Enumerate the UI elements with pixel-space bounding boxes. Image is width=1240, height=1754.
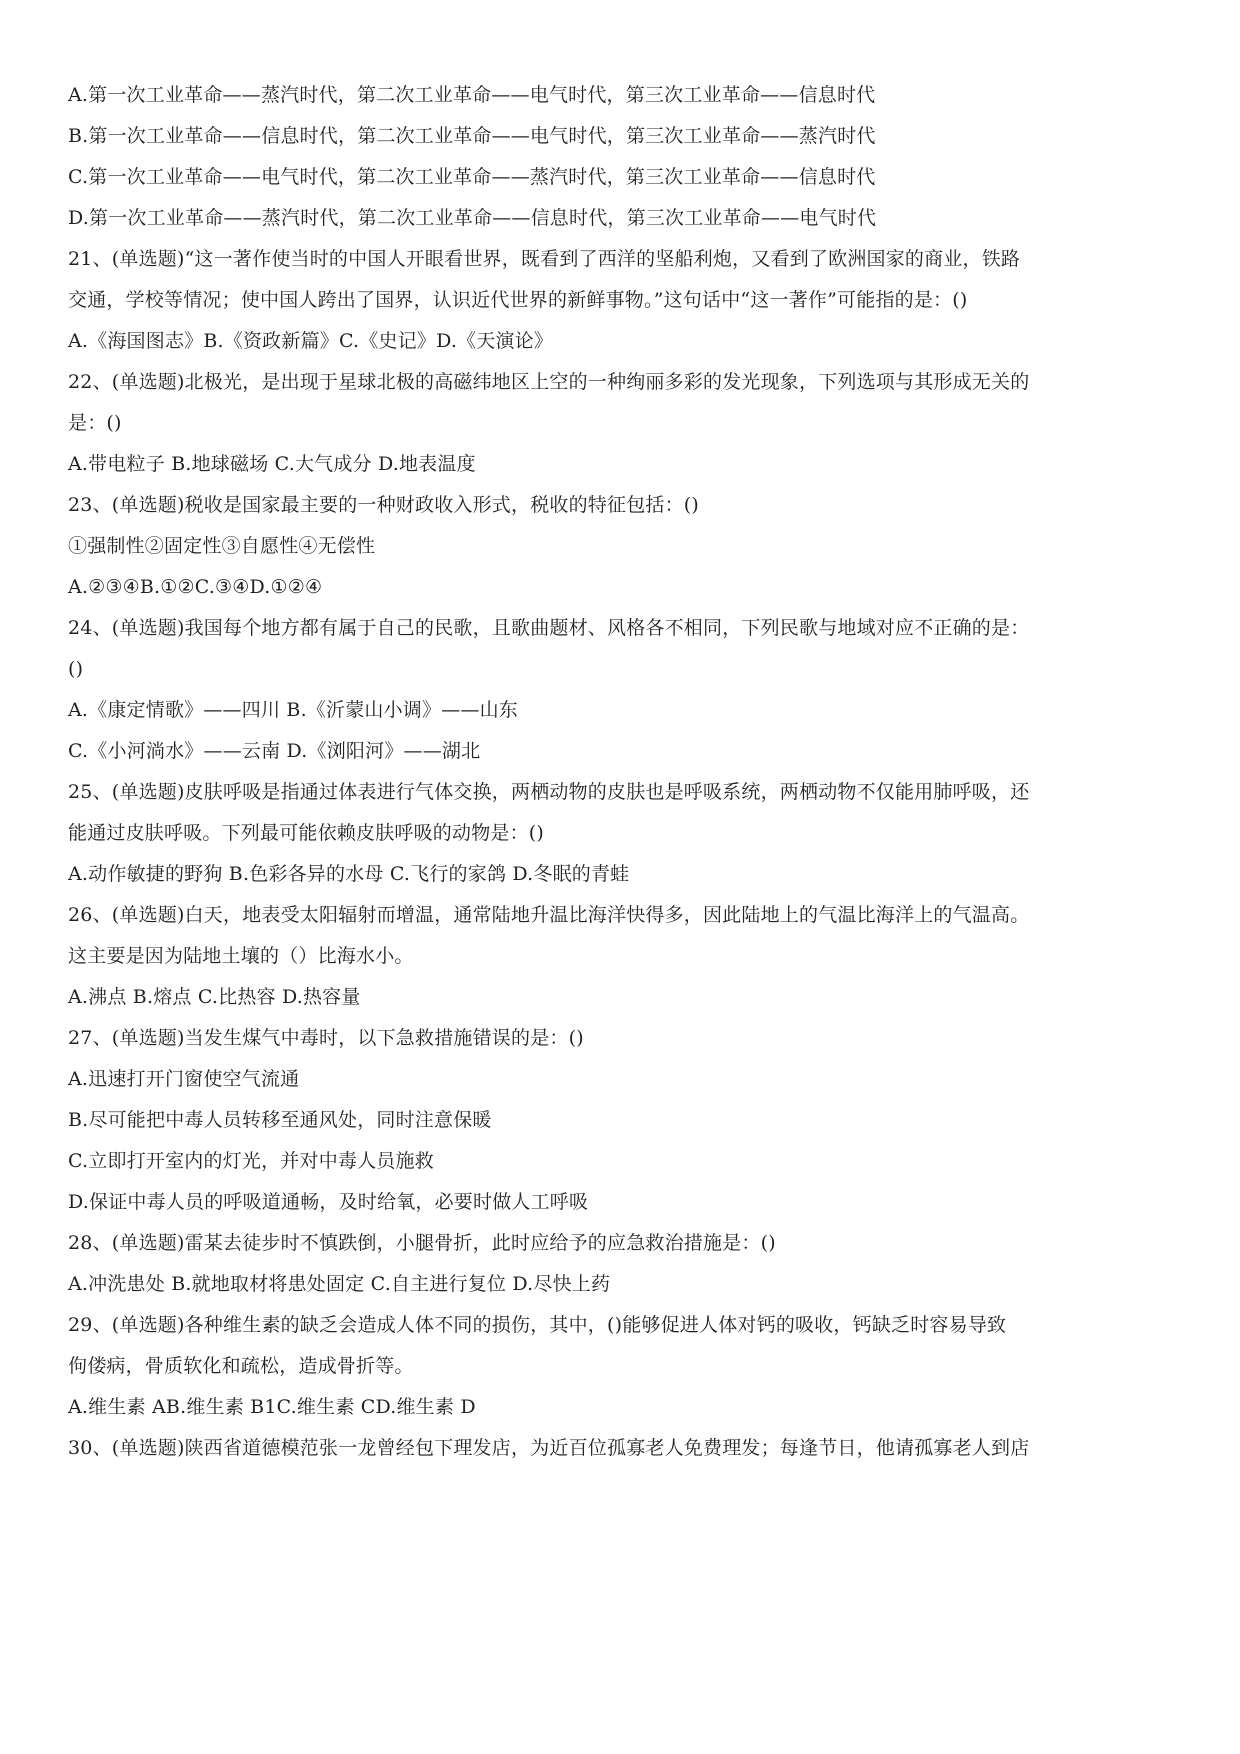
text-line: 24、(单选题)我国每个地方都有属于自己的民歌，且歌曲题材、风格各不相同，下列民歌与地域对应不正确的是： <box>68 617 1030 639</box>
text-line: C.《小河淌水》——云南 D.《浏阳河》——湖北 <box>68 740 481 762</box>
text-line: A.迅速打开门窗使空气流通 <box>68 1068 300 1090</box>
text-line: () <box>68 658 84 680</box>
text-line: 这主要是因为陆地土壤的（）比海水小。 <box>68 945 414 967</box>
text-line: ①强制性②固定性③自愿性④无偿性 <box>68 535 376 557</box>
text-line: D.保证中毒人员的呼吸道通畅，及时给氧，必要时做人工呼吸 <box>68 1191 589 1213</box>
text-line: 30、(单选题)陕西省道德模范张一龙曾经包下理发店，为近百位孤寡老人免费理发；每逢节日，他请孤寡老人到店 <box>68 1437 1030 1459</box>
text-line: C.立即打开室内的灯光，并对中毒人员施救 <box>68 1150 434 1172</box>
text-line: A.沸点 B.熔点 C.比热容 D.热容量 <box>68 986 361 1008</box>
text-line: 21、(单选题)“这一著作使当时的中国人开眼看世界，既看到了西洋的坚船利炮，又看到了欧洲国家的商业，铁路 <box>68 248 1021 270</box>
text-line: A.《康定情歌》——四川 B.《沂蒙山小调》——山东 <box>68 699 519 721</box>
text-line: 25、(单选题)皮肤呼吸是指通过体表进行气体交换，两栖动物的皮肤也是呼吸系统，两栖动物不仅能用肺呼吸，还 <box>68 781 1030 803</box>
text-line: A.第一次工业革命——蒸汽时代，第二次工业革命——电气时代，第三次工业革命——信息时代 <box>68 84 876 106</box>
text-line: 23、(单选题)税收是国家最主要的一种财政收入形式，税收的特征包括：() <box>68 494 700 516</box>
text-line: 29、(单选题)各种维生素的缺乏会造成人体不同的损伤，其中，()能够促进人体对钙的吸收，钙缺乏时容易导致 <box>68 1314 1007 1336</box>
text-line: B.尽可能把中毒人员转移至通风处，同时注意保暖 <box>68 1109 492 1131</box>
text-line: A.②③④B.①②C.③④D.①②④ <box>68 576 323 598</box>
text-line: 是：() <box>68 412 122 434</box>
text-line: 交通，学校等情况；使中国人跨出了国界，认识近代世界的新鲜事物。”这句话中“这一著作”可能指的是：() <box>68 289 968 311</box>
text-line: 能通过皮肤呼吸。下列最可能依赖皮肤呼吸的动物是：() <box>68 822 545 844</box>
text-line: A.动作敏捷的野狗 B.色彩各异的水母 C.飞行的家鸽 D.冬眠的青蛙 <box>68 863 630 885</box>
text-line: A.《海国图志》B.《资政新篇》C.《史记》D.《天演论》 <box>68 330 554 352</box>
text-line: 28、(单选题)雷某去徒步时不慎跌倒，小腿骨折，此时应给予的应急救治措施是：() <box>68 1232 776 1254</box>
text-line: A.带电粒子 B.地球磁场 C.大气成分 D.地表温度 <box>68 453 476 475</box>
text-line: A.维生素 AB.维生素 B1C.维生素 CD.维生素 D <box>68 1396 476 1418</box>
text-line: 27、(单选题)当发生煤气中毒时，以下急救措施错误的是：() <box>68 1027 584 1049</box>
text-line: D.第一次工业革命——蒸汽时代，第二次工业革命——信息时代，第三次工业革命——电气时代 <box>68 207 877 229</box>
text-line: B.第一次工业革命——信息时代，第二次工业革命——电气时代，第三次工业革命——蒸汽时代 <box>68 125 876 147</box>
text-line: 佝偻病，骨质软化和疏松，造成骨折等。 <box>68 1355 414 1377</box>
text-line: A.冲洗患处 B.就地取材将患处固定 C.自主进行复位 D.尽快上药 <box>68 1273 611 1295</box>
document-body <box>68 80 1178 1474</box>
text-line: C.第一次工业革命——电气时代，第二次工业革命——蒸汽时代，第三次工业革命——信息时代 <box>68 166 876 188</box>
text-line: 26、(单选题)白天，地表受太阳辐射而增温，通常陆地升温比海洋快得多，因此陆地上的气温比海洋上的气温高。 <box>68 904 1030 926</box>
text-line: 22、(单选题)北极光，是出现于星球北极的高磁纬地区上空的一种绚丽多彩的发光现象，下列选项与其形成无关的 <box>68 371 1030 393</box>
